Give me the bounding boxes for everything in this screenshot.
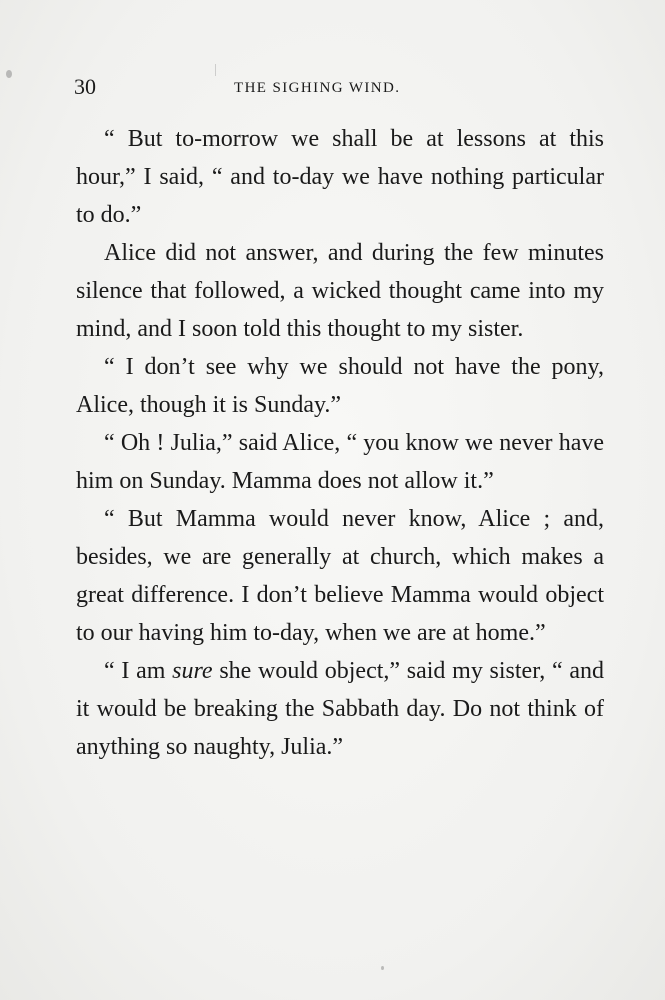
paragraph-6 [76,652,604,766]
paragraph-6-emphasis: sure [172,658,213,684]
paragraph-6-start: “ I am [104,658,173,684]
paragraph-4: “ Oh ! Julia,” said Alice, “ you know we never have him on Sunday. Mamma does not allow it.” [76,430,604,494]
paper-speck [381,966,384,970]
paragraph-5: “ But Mamma would never know, Alice ; and, besides, we are generally at church, which makes a great difference. I don’t believe Mamma would object to our having him to-day, when we are at home.” [76,506,604,646]
paragraph-2: Alice did not answer, and during the few minutes silence that followed, a wicked thought came into my mind, and I soon told this thought to my sister. [76,240,604,342]
running-title: THE SIGHING WIND. [234,80,401,96]
paragraph-1: “ But to-morrow we shall be at lessons at this hour,” I said, “ and to-day we have nothing particular to do.” [76,126,604,228]
paragraph-6-end: she would object,” said my sister, “ and it would be breaking the Sabbath day. Do not think of anything so naughty, Julia.” [76,658,604,760]
page-header [74,74,604,104]
paper-speck [215,64,216,76]
paragraph-3: “ I don’t see why we should not have the pony, Alice, though it is Sunday.” [76,354,604,418]
body-text [76,120,604,766]
paper-speck [6,70,12,78]
page-number: 30 [74,74,96,99]
